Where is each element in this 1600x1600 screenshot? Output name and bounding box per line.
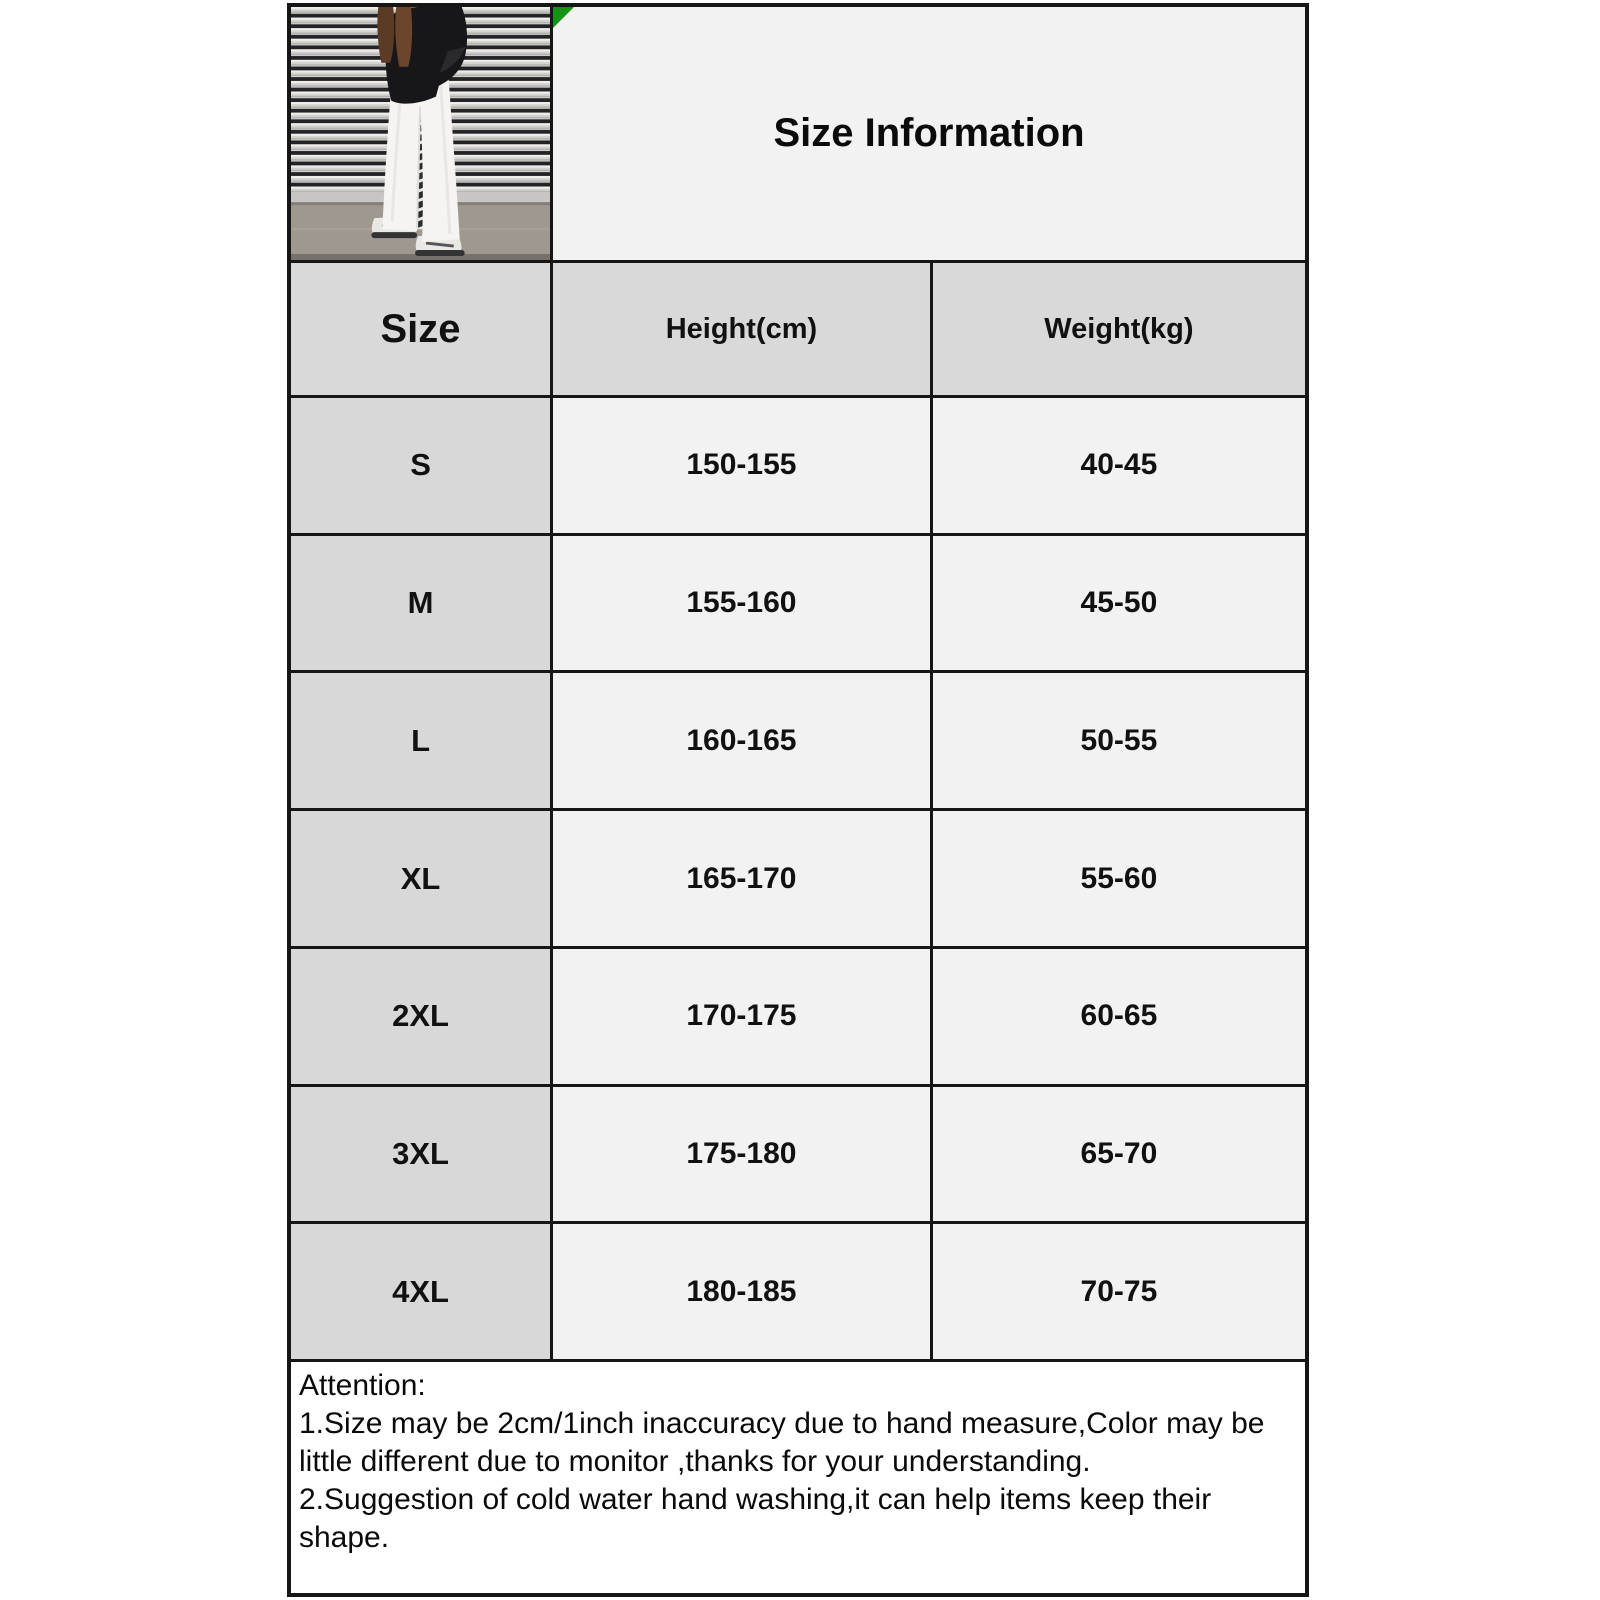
weight-cell: 50-55 bbox=[930, 673, 1305, 808]
height-cell: 175-180 bbox=[550, 1087, 930, 1222]
size-cell: 3XL bbox=[291, 1087, 550, 1222]
attention-note-1: 1.Size may be 2cm/1inch inaccuracy due to hand measure,Color may be little different due to monitor ,thanks for your understanding. bbox=[299, 1407, 1265, 1479]
table-row-4xl bbox=[291, 1221, 1305, 1359]
weight-cell: 65-70 bbox=[930, 1087, 1305, 1222]
height-cell: 155-160 bbox=[550, 536, 930, 671]
attention-heading: Attention: bbox=[299, 1369, 426, 1403]
table-row-l bbox=[291, 670, 1305, 808]
weight-cell: 70-75 bbox=[930, 1224, 1305, 1359]
attention-note-2: 2.Suggestion of cold water hand washing,it can help items keep their shape. bbox=[299, 1483, 1212, 1555]
size-cell: M bbox=[291, 536, 550, 671]
size-cell: S bbox=[291, 398, 550, 533]
product-photo-cell bbox=[291, 7, 550, 260]
table-row-3xl bbox=[291, 1084, 1305, 1222]
height-cell: 165-170 bbox=[550, 811, 930, 946]
weight-cell: 60-65 bbox=[930, 949, 1305, 1084]
height-cell: 180-185 bbox=[550, 1224, 930, 1359]
table-row-m bbox=[291, 533, 1305, 671]
size-cell: 4XL bbox=[291, 1224, 550, 1359]
page-title: Size Information bbox=[773, 111, 1085, 155]
header-size: Size bbox=[291, 263, 550, 395]
table-row-s bbox=[291, 395, 1305, 533]
size-chart-sheet bbox=[287, 3, 1309, 1597]
table-header-row bbox=[291, 260, 1305, 395]
table-row-2xl bbox=[291, 946, 1305, 1084]
height-cell: 150-155 bbox=[550, 398, 930, 533]
banner-row bbox=[291, 7, 1305, 260]
size-cell: L bbox=[291, 673, 550, 808]
weight-cell: 55-60 bbox=[930, 811, 1305, 946]
weight-cell: 40-45 bbox=[930, 398, 1305, 533]
size-cell: XL bbox=[291, 811, 550, 946]
title-cell bbox=[550, 7, 1305, 260]
header-height: Height(cm) bbox=[550, 263, 930, 395]
size-cell: 2XL bbox=[291, 949, 550, 1084]
product-photo bbox=[291, 7, 550, 260]
height-cell: 170-175 bbox=[550, 949, 930, 1084]
weight-cell: 45-50 bbox=[930, 536, 1305, 671]
cell-corner-marker bbox=[553, 7, 574, 28]
attention-section bbox=[291, 1359, 1305, 1593]
height-cell: 160-165 bbox=[550, 673, 930, 808]
header-weight: Weight(kg) bbox=[930, 263, 1305, 395]
table-row-xl bbox=[291, 808, 1305, 946]
